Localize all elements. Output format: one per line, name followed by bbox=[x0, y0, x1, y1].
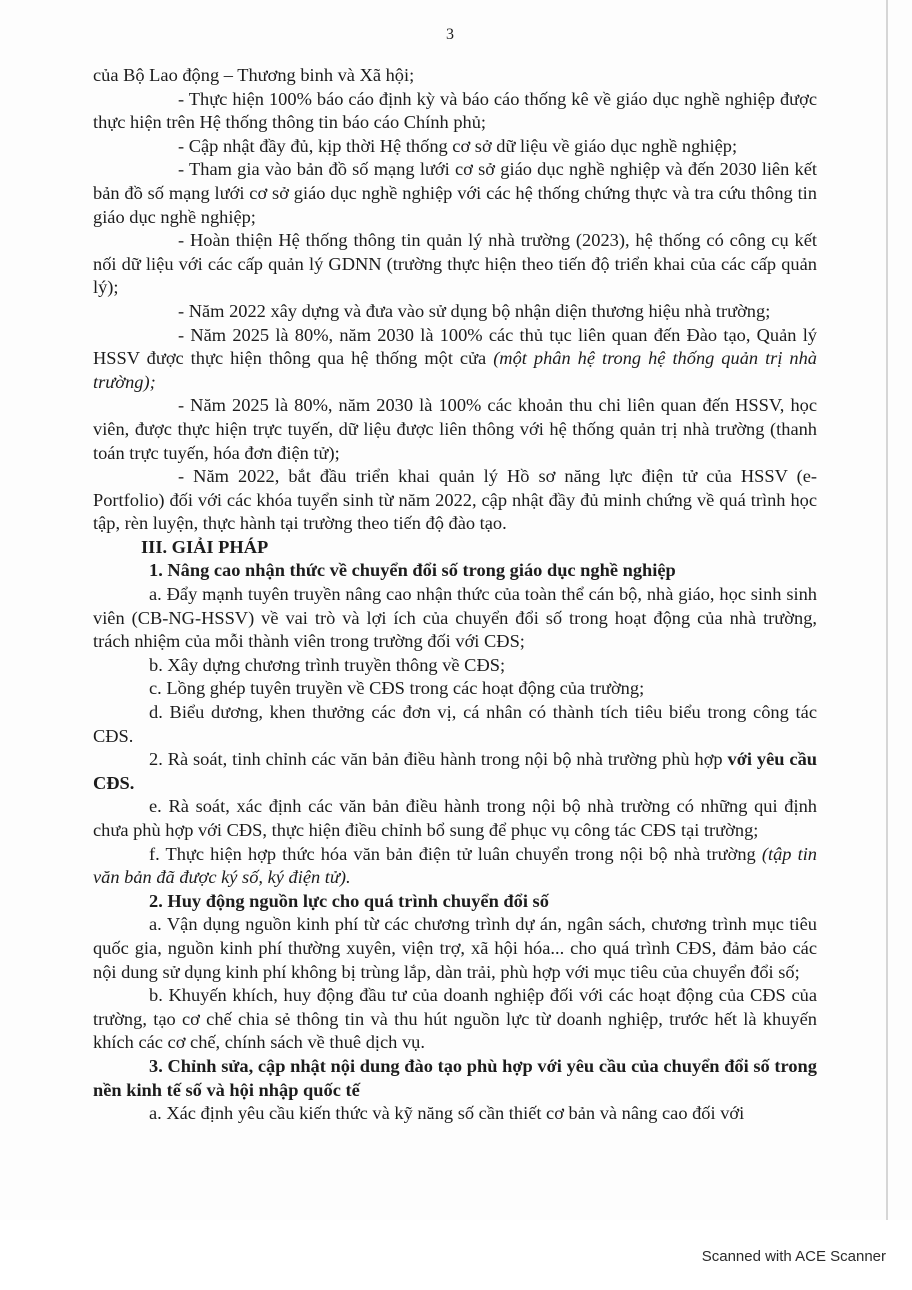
paragraph bbox=[93, 843, 817, 890]
scanner-watermark: Scanned with ACE Scanner bbox=[701, 1248, 886, 1265]
paragraph: - Hoàn thiện Hệ thống thông tin quản lý nhà trường (2023), hệ thống có công cụ kết nối dữ liệu với các cấp quản lý GDNN (trường thực hiện theo tiến độ triển khai của các cấp quản lý); bbox=[93, 230, 817, 298]
paragraph: c. Lồng ghép tuyên truyền về CĐS trong các hoạt động của trường; bbox=[149, 678, 645, 699]
paragraph-bold-text: với yêu cầu CĐS. bbox=[93, 749, 817, 793]
paragraph bbox=[93, 748, 817, 795]
paragraph bbox=[93, 324, 817, 395]
page-edge bbox=[886, 0, 888, 1225]
page-number: 3 bbox=[446, 26, 454, 43]
paragraph: b. Khuyến khích, huy động đầu tư của doanh nghiệp đối với các hoạt động của CĐS của trường, tạo cơ chế chia sẻ thông tin và thu hút nguồn lực từ doanh nghiệp, trước hết là khuyến khích các cơ chế, chính sách về thuê dịch vụ. bbox=[93, 985, 817, 1053]
paragraph: - Năm 2022, bắt đầu triển khai quản lý Hồ sơ năng lực điện tử của HSSV (e- Portfolio) đối với các khóa tuyển sinh từ năm 2022, cập nhật đầy đủ minh chứng về quá trình học tập, rèn luyện, thực hành tại trường theo tiến độ đào tạo. bbox=[93, 466, 817, 534]
paragraph: e. Rà soát, xác định các văn bản điều hành trong nội bộ nhà trường có những qui định chưa phù hợp với CĐS, thực hiện điều chỉnh bổ sung để phục vụ công tác CĐS tại trường; bbox=[93, 796, 817, 840]
section-heading: III. GIẢI PHÁP bbox=[141, 536, 269, 557]
paragraph-italic-text: (tập tin văn bản đã được ký số, ký điện tử). bbox=[93, 843, 817, 888]
paragraph: - Tham gia vào bản đồ số mạng lưới cơ sở giáo dục nghề nghiệp và đến 2030 liên kết bản đồ số mạng lưới cơ sở giáo dục nghề nghiệp với các hệ thống chứng thực và tra cứu thông tin giáo dục nghề nghiệp; bbox=[93, 159, 817, 227]
paragraph: - Cập nhật đầy đủ, kịp thời Hệ thống cơ sở dữ liệu về giáo dục nghề nghiệp; bbox=[178, 135, 738, 156]
subsection-heading: 3. Chỉnh sửa, cập nhật nội dung đào tạo phù hợp với yêu cầu của chuyển đổi số trong nền kinh tế số và hội nhập quốc tế bbox=[93, 1055, 817, 1100]
paragraph: a. Đẩy mạnh tuyên truyền nâng cao nhận thức của toàn thể cán bộ, nhà giáo, học sinh sinh viên (CB-NG-HSSV) về vai trò và lợi ích của chuyển đổi số trong hoạt động của nhà trường, trách nhiệm của mỗi thành viên trong trường đối với CĐS; bbox=[93, 584, 817, 652]
paragraph: - Thực hiện 100% báo cáo định kỳ và báo cáo thống kê về giáo dục nghề nghiệp được thực hiện trên Hệ thống thông tin báo cáo Chính phủ; bbox=[93, 88, 817, 133]
document-body bbox=[93, 64, 817, 1126]
paragraph: b. Xây dựng chương trình truyền thông về CĐS; bbox=[149, 654, 506, 675]
paragraph-text: f. Thực hiện hợp thức hóa văn bản điện tử luân chuyển trong nội bộ nhà trường bbox=[149, 843, 762, 864]
paragraph-italic-text: (một phân hệ trong hệ thống quản trị nhà trường); bbox=[93, 348, 818, 392]
paragraph: - Năm 2022 xây dựng và đưa vào sử dụng bộ nhận diện thương hiệu nhà trường; bbox=[178, 300, 771, 321]
paragraph: của Bộ Lao động – Thương binh và Xã hội; bbox=[93, 65, 415, 85]
subsection-heading: 2. Huy động nguồn lực cho quá trình chuyển đổi số bbox=[149, 890, 549, 911]
paragraph-text: - Năm 2025 là 80%, năm 2030 là 100% các thủ tục liên quan đến Đào tạo, Quản lý HSSV được thực hiện thông qua hệ thống một cửa bbox=[93, 324, 817, 369]
paragraph: a. Xác định yêu cầu kiến thức và kỹ năng số cần thiết cơ bản và nâng cao đối với bbox=[149, 1103, 745, 1124]
paragraph: d. Biểu dương, khen thưởng các đơn vị, cá nhân có thành tích tiêu biểu trong công tác CĐS. bbox=[93, 702, 817, 746]
paragraph-text: 2. Rà soát, tinh chỉnh các văn bản điều hành trong nội bộ nhà trường phù hợp bbox=[149, 749, 728, 770]
paragraph: a. Vận dụng nguồn kinh phí từ các chương trình dự án, ngân sách, chương trình mục tiêu quốc gia, nguồn kinh phí thường xuyên, viện trợ, xã hội hóa... cho quá trình CĐS, đảm bảo các nội dung sử dụng kinh phí không bị trùng lắp, dàn trải, phù hợp với mục tiêu của chuyển đổi số; bbox=[93, 914, 817, 982]
paragraph: - Năm 2025 là 80%, năm 2030 là 100% các khoản thu chi liên quan đến HSSV, học viên, được thực hiện trực tuyến, dữ liệu được liên thông với hệ thống quản trị nhà trường (thanh toán trực tuyến, hóa đơn điện tử); bbox=[93, 395, 817, 463]
subsection-heading: 1. Nâng cao nhận thức về chuyển đổi số trong giáo dục nghề nghiệp bbox=[149, 560, 676, 581]
